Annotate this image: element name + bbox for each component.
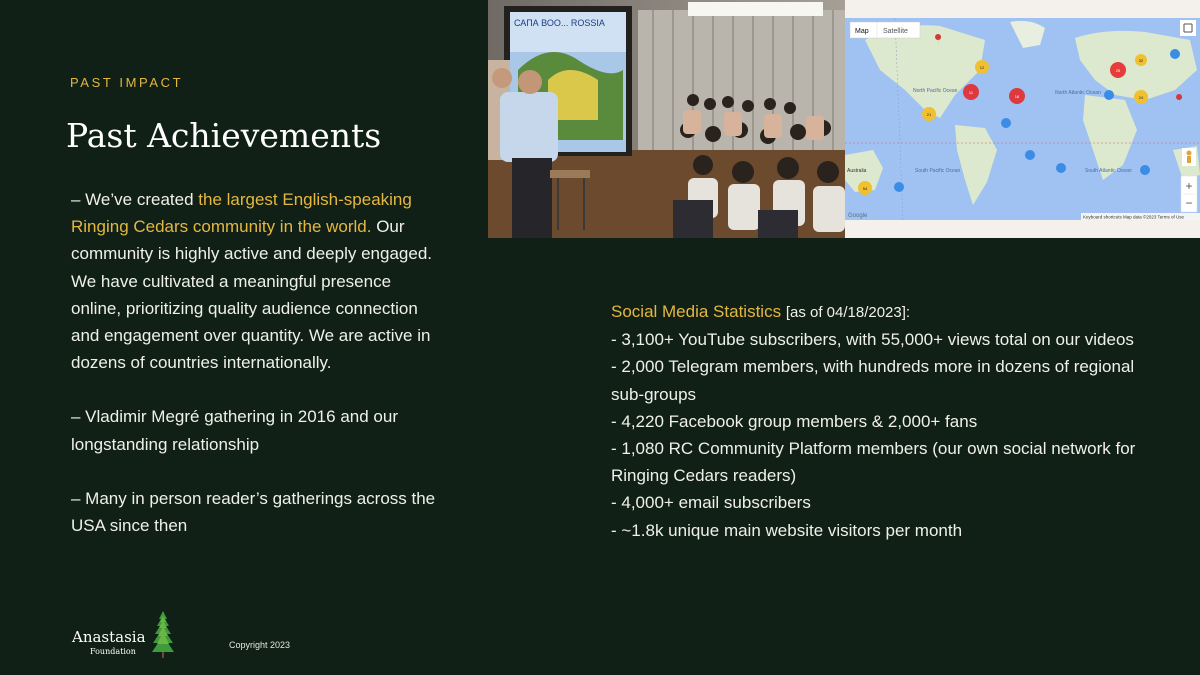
stats-item: - ~1.8k unique main website visitors per month bbox=[611, 520, 963, 540]
cluster-label: 54 bbox=[862, 186, 868, 191]
cluster-marker[interactable] bbox=[1140, 165, 1150, 175]
cluster-label: 16 bbox=[1014, 94, 1020, 99]
community-map[interactable] bbox=[845, 0, 1200, 238]
zoom-in-button[interactable]: + bbox=[1185, 179, 1193, 193]
ocean-label: North Atlantic Ocean bbox=[1055, 90, 1101, 96]
cluster-marker[interactable] bbox=[1025, 150, 1035, 160]
copyright: Copyright 2023 bbox=[229, 640, 291, 650]
logo-name: Anastasia bbox=[72, 628, 146, 646]
cluster-label: 12 bbox=[979, 65, 985, 70]
achievement-highlight: the largest English-speaking Ringing Cedars community in the world. bbox=[71, 190, 412, 237]
cluster-label: 25 bbox=[1115, 68, 1121, 73]
map-tab-map[interactable]: Map bbox=[855, 28, 869, 35]
stats-heading: Social Media Statistics bbox=[611, 302, 782, 321]
ocean-label: North Pacific Ocean bbox=[913, 88, 958, 94]
gathering-photo bbox=[488, 0, 845, 238]
cluster-marker[interactable] bbox=[894, 182, 904, 192]
achievement-item: – Vladimir Megré gathering in 2016 and our longstanding relationship bbox=[71, 407, 398, 454]
cluster-label: 11 bbox=[968, 90, 974, 95]
achievement-item: – Many in person reader’s gatherings across the USA since then bbox=[71, 488, 436, 536]
stats-item: - 4,000+ email subscribers bbox=[611, 493, 811, 513]
section-label: PAST IMPACT bbox=[70, 75, 184, 90]
cedar-tree-icon bbox=[152, 610, 174, 658]
cluster-label: 24 bbox=[1138, 95, 1144, 100]
stats-date: [as of 04/18/2023]: bbox=[785, 304, 911, 321]
screen-text: САПА ВОО... ROSSIA bbox=[514, 18, 605, 28]
stats-item: - 1,080 RC Community Platform members (our own social network for Ringing Cedars readers) bbox=[611, 439, 1136, 486]
cluster-marker[interactable] bbox=[1056, 163, 1066, 173]
cluster-label: 21 bbox=[926, 112, 932, 117]
anastasia-foundation-logo bbox=[72, 610, 192, 660]
ocean-label: South Atlantic Ocean bbox=[1085, 168, 1132, 174]
cluster-marker[interactable] bbox=[1170, 49, 1180, 59]
zoom-out-button[interactable]: − bbox=[1185, 196, 1193, 210]
social-media-stats bbox=[611, 298, 1171, 544]
pegman-icon bbox=[1187, 151, 1192, 156]
achievement-text: Our community is highly active and deeply engaged. We have cultivated a meaningful presence online, prioritizing quality audience connection and engagement over quantity. We are active in dozens of countries internationally. bbox=[71, 217, 432, 373]
ocean-label: South Pacific Ocean bbox=[915, 168, 961, 174]
stats-list bbox=[611, 326, 1171, 544]
achievement-text: – We’ve created bbox=[71, 190, 199, 209]
achievement-item bbox=[71, 186, 441, 376]
continent-label: Australia bbox=[847, 168, 867, 174]
stats-item: - 3,100+ YouTube subscribers, with 55,000+ views total on our videos bbox=[611, 330, 1134, 350]
map-tab-satellite[interactable]: Satellite bbox=[883, 28, 908, 35]
cluster-marker[interactable] bbox=[1104, 90, 1114, 100]
map-attribution[interactable]: Keyboard shortcuts Map data ©2023 Terms of Use bbox=[1083, 214, 1185, 220]
stats-item: - 2,000 Telegram members, with hundreds more in dozens of regional sub-groups bbox=[611, 357, 1135, 404]
world-map[interactable] bbox=[845, 0, 1200, 238]
stats-heading-row bbox=[611, 298, 1171, 326]
achievements-list bbox=[71, 186, 441, 566]
stats-item: - 4,220 Facebook group members & 2,000+ fans bbox=[611, 411, 978, 431]
page-title: Past Achievements bbox=[66, 116, 382, 155]
fullscreen-button[interactable] bbox=[1180, 20, 1196, 36]
gathering-photo-image bbox=[488, 0, 845, 238]
logo-sub: Foundation bbox=[90, 647, 136, 656]
cluster-label: 32 bbox=[1138, 58, 1144, 63]
google-logo: Google bbox=[848, 213, 868, 219]
cluster-marker[interactable] bbox=[1001, 118, 1011, 128]
